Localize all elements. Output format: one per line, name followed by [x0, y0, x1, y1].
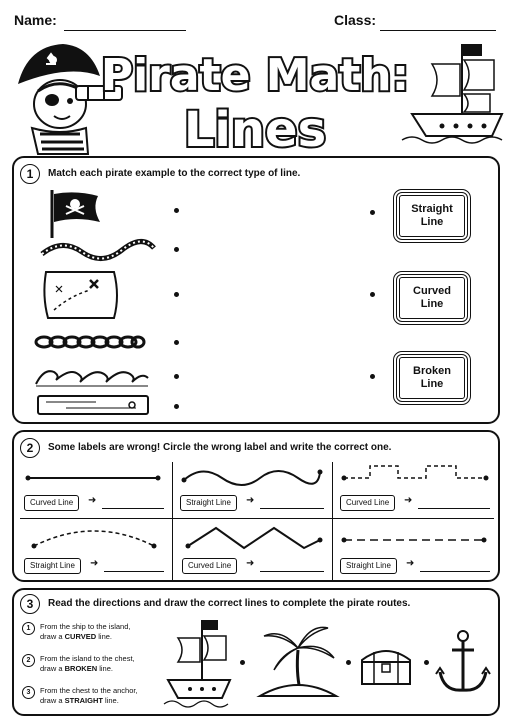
section3-instruction: Read the directions and draw the correct lines to complete the pirate routes. [48, 598, 411, 609]
arrow-icon: ➜ [406, 558, 415, 569]
direction-number: 2 [22, 654, 35, 667]
route-dot-ship[interactable] [240, 660, 245, 665]
name-field[interactable] [64, 30, 186, 31]
match-dot-left[interactable] [174, 340, 179, 345]
line-label[interactable]: Straight Line [24, 558, 81, 574]
section3-number: 3 [20, 594, 40, 614]
line-label[interactable]: Straight Line [340, 558, 397, 574]
class-field[interactable] [380, 30, 496, 31]
treasure-chest-icon [358, 640, 414, 690]
answer-line[interactable] [260, 508, 324, 509]
name-label: Name: [14, 12, 57, 28]
match-dot-left[interactable] [174, 404, 179, 409]
answer-box-straight [396, 192, 468, 240]
broken-step-line-drawing [340, 462, 494, 492]
answer-label: Straight [411, 203, 453, 215]
answer-label: Broken [413, 365, 451, 377]
curved-line-drawing [180, 462, 324, 492]
answer-line[interactable] [102, 508, 164, 509]
answer-box-broken [396, 354, 468, 402]
straight-line-drawing [24, 468, 164, 488]
wooden-plank-icon [36, 392, 152, 418]
rope-icon [38, 238, 158, 262]
treasure-map-icon [40, 266, 124, 324]
match-dot-left[interactable] [174, 374, 179, 379]
section2-number: 2 [20, 438, 40, 458]
answer-label: Line [420, 378, 444, 390]
chain-icon [34, 332, 146, 352]
grid-divider [332, 462, 333, 580]
route-dot-island[interactable] [346, 660, 351, 665]
route-dot-chest[interactable] [424, 660, 429, 665]
class-label: Class: [334, 12, 377, 28]
answer-line[interactable] [420, 571, 490, 572]
section1-number: 1 [20, 164, 40, 184]
arrow-icon: ➜ [88, 495, 97, 506]
arrow-icon: ➜ [246, 495, 255, 506]
direction-text: From the chest to the anchor, draw a STRAIGHT line. [40, 686, 138, 705]
match-dot-left[interactable] [174, 247, 179, 252]
arc-line-drawing [28, 522, 160, 552]
direction-number: 1 [22, 622, 35, 635]
line-label[interactable]: Straight Line [180, 495, 237, 511]
grid-divider [20, 518, 494, 519]
ship-icon [164, 618, 234, 708]
title-line2: Lines [183, 102, 327, 158]
match-dot-left[interactable] [174, 292, 179, 297]
answer-label: Line [420, 216, 444, 228]
answer-line[interactable] [418, 508, 490, 509]
grid-divider [172, 462, 173, 580]
line-label[interactable]: Curved Line [340, 495, 395, 511]
line-label[interactable]: Curved Line [182, 558, 237, 574]
anchor-icon [436, 628, 490, 698]
answer-line[interactable] [104, 571, 164, 572]
section1-instruction: Match each pirate example to the correct type of line. [48, 168, 301, 179]
title-line1: Pirate Math: [100, 50, 410, 101]
match-dot-right[interactable] [370, 292, 375, 297]
island-icon [252, 614, 342, 704]
answer-label: Line [420, 298, 444, 310]
answer-box-curved [396, 274, 468, 322]
answer-line[interactable] [260, 571, 324, 572]
match-dot-right[interactable] [370, 374, 375, 379]
line-label[interactable]: Curved Line [24, 495, 79, 511]
waves-icon [34, 364, 150, 388]
arrow-icon: ➜ [404, 495, 413, 506]
arrow-icon: ➜ [90, 558, 99, 569]
direction-text: From the island to the chest, draw a BROKEN line. [40, 654, 135, 673]
arrow-icon: ➜ [246, 558, 255, 569]
direction-text: From the ship to the island, draw a CURVED line. [40, 622, 131, 641]
dashed-line-drawing [340, 530, 490, 550]
direction-number: 3 [22, 686, 35, 699]
match-dot-left[interactable] [174, 208, 179, 213]
zigzag-line-drawing [184, 522, 324, 556]
page-title [100, 34, 410, 158]
section2-instruction: Some labels are wrong! Circle the wrong label and write the correct one. [48, 442, 392, 453]
pirate-ship-icon [402, 40, 506, 148]
answer-label: Curved [413, 285, 451, 297]
match-dot-right[interactable] [370, 210, 375, 215]
pirate-flag-icon [48, 190, 104, 238]
